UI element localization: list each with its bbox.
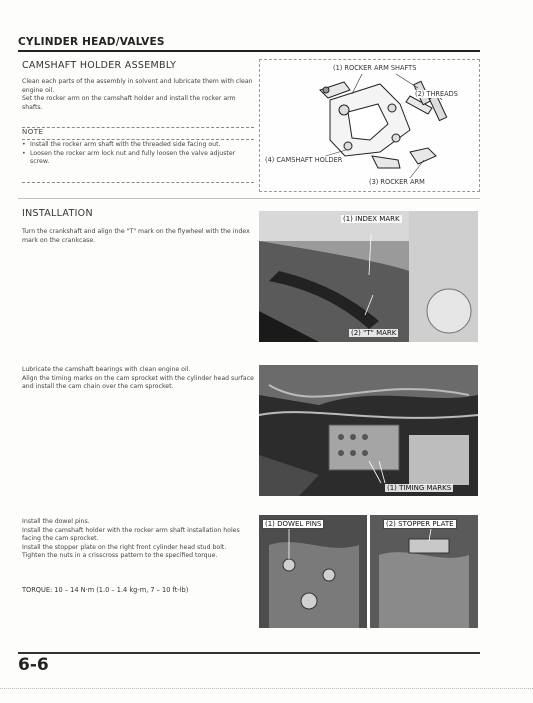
flywheel-index-mark-photo [259, 211, 478, 342]
installation-step-3b: Install the camshaft holder with the rocker arm shaft installation holes facing the cam sprocket. [22, 526, 240, 543]
photo1-label-t-mark: (2) "T" MARK [351, 329, 397, 337]
installation-step-2b: Align the timing marks on the cam sprocket with the cylinder head surface and install the cam chain over the cam sprocket. [22, 374, 254, 391]
dowel-pins-photo-illustration [259, 515, 478, 628]
note-bottom-divider [22, 182, 254, 183]
flywheel-photo-illustration [259, 211, 478, 342]
note-item: • Install the rocker arm shaft with the threaded side facing out. [22, 141, 221, 148]
camshaft-holder-diagram [259, 59, 480, 192]
torque-spec: TORQUE: 10 – 14 N·m (1.0 – 1.4 kg-m, 7 – 10 ft-lb) [22, 586, 189, 594]
installation-step-2a: Lubricate the camshaft bearings with clean engine oil. [22, 366, 191, 373]
installation-step-3 [22, 518, 254, 561]
camshaft-para-2: Set the rocker arm on the camshaft holder and install the rocker arm shafts. [22, 95, 236, 111]
callout-threads: (2) THREADS [415, 90, 458, 98]
installation-section-title: INSTALLATION [22, 208, 93, 219]
dowel-pins-stopper-plate-photo [259, 515, 478, 628]
note-top-divider [22, 127, 254, 128]
callout-rocker-arm-shafts: (1) ROCKER ARM SHAFTS [333, 64, 417, 72]
page-header-title: CYLINDER HEAD/VALVES [18, 36, 165, 48]
photo2-label-timing-marks: (1) TIMING MARKS [387, 484, 452, 492]
installation-step-3c: Install the stopper plate on the right front cylinder head stud bolt. [22, 543, 227, 551]
camshaft-section-title: CAMSHAFT HOLDER ASSEMBLY [22, 60, 177, 71]
installation-step-3a: Install the dowel pins. [22, 518, 90, 525]
installation-step-1: Turn the crankshaft and align the "T" mark on the flywheel with the index mark on the crankcase. [22, 228, 250, 244]
camshaft-para-1: Clean each parts of the assembly in solvent and lubricate them with clean engine oil. [22, 78, 253, 94]
footer-rule [18, 652, 480, 654]
photo3-label-dowel-pins: (1) DOWEL PINS [262, 519, 324, 529]
section-divider [18, 198, 480, 199]
installation-step-3d: Tighten the nuts in a crisscross pattern to the specified torque. [22, 552, 218, 560]
photo3-label-stopper-plate: (2) STOPPER PLATE [383, 519, 457, 529]
note-label: NOTE [22, 128, 44, 136]
note-label-divider [22, 139, 254, 140]
header-rule [18, 50, 480, 52]
page-number: 6-6 [18, 655, 49, 675]
installation-step-2 [22, 366, 254, 392]
note-item: • Loosen the rocker arm lock nut and fully loosen the valve adjuster screw. [22, 149, 236, 166]
camshaft-instructions [22, 78, 254, 112]
callout-camshaft-holder: (4) CAMSHAFT HOLDER [265, 156, 343, 164]
callout-rocker-arm: (3) ROCKER ARM [369, 178, 425, 186]
photo1-label-index-mark: (1) INDEX MARK [343, 215, 400, 223]
camshaft-holder-illustration [260, 60, 479, 191]
cam-sprocket-timing-photo [259, 365, 478, 496]
note-list [22, 141, 254, 167]
scan-edge-line [0, 688, 533, 689]
cam-sprocket-photo-illustration [259, 365, 478, 496]
